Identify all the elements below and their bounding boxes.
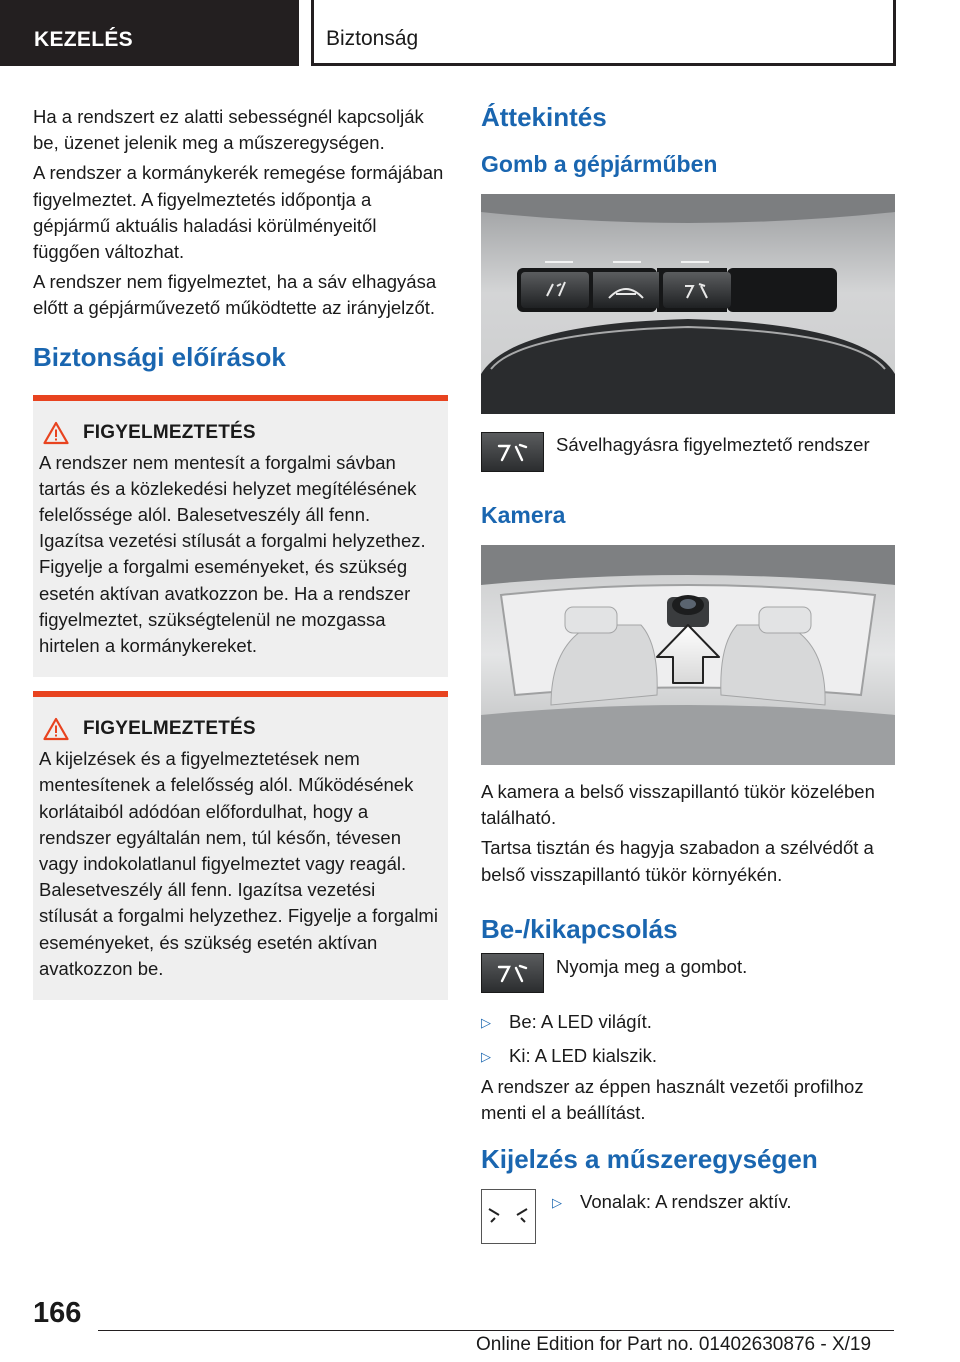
warning-box-2 [33,691,448,1000]
button-caption: Sávelhagyásra figyelmeztető rendszer [556,434,870,455]
display-heading: Kijelzés a műszeregységen [481,1144,818,1175]
button-photo [481,194,895,414]
onoff-note: A rendszer az éppen használt vezetői profilhoz menti el a beállítást. [481,1075,864,1124]
intro-paragraph-3: A rendszer nem figyelmeztet, ha a sáv elhagyása előtt a gépjárművezető működtette az irányjelzőt. [33,271,437,319]
button-caption-row [481,432,895,472]
header-section-label: KEZELÉS [34,28,133,51]
bullet-off-text: Ki: A LED kialszik. [509,1044,658,1066]
warning-box-1 [33,395,448,678]
header-section-tab [0,0,299,66]
camera-text-1: A kamera a belső visszapillantó tükör közelében található. [481,781,875,829]
header-chapter-label: Biztonság [326,27,419,50]
lane-departure-icon [481,432,544,472]
safety-heading: Biztonsági előírások [33,341,286,372]
button-heading: Gomb a gépjárműben [481,151,718,177]
press-button-text: Nyomja meg a gombot. [556,955,748,977]
footer-divider [98,1330,894,1331]
warning-2-text: A kijelzések és a figyelmeztetések nem mentesítenek a felelősség alól. Működésének korlátaiból adódóan előfordulhat, hogy a rendszer egyáltalán nem, túl későn, tévesen vagy indokolatlanul figyelmeztet vagy reagál. Balesetveszély áll fenn. Igazítsa vezetési stílusát a forgalmi helyzethez. Figyelje a forgalmi eseményeket, és szükség esetén aktívan avatkozzon be. [39,748,438,979]
onoff-heading: Be-/kikapcsolás [481,913,678,944]
footer-edition: Online Edition for Part no. 01402630876 - X/19 [476,1334,872,1355]
warning-triangle-icon [43,421,69,445]
camera-photo [481,545,895,765]
warning-1-title: FIGYELMEZTETÉS [83,421,256,443]
display-bullet [536,1189,792,1216]
press-button-row [481,953,895,993]
camera-text-2: Tartsa tisztán és hagyja szabadon a szélvédőt a belső visszapillantó tükör környékén. [481,837,874,885]
left-column [33,104,448,1000]
bullet-off [481,1043,895,1070]
intro-paragraph-2: A rendszer a kormánykerék remegése formájában figyelmeztet. A figyelmeztetés időpontja a gépjármű aktuális haladási körülményeitől függően változhat. [33,162,444,263]
triangle-bullet-icon: ▷ [552,1195,562,1211]
triangle-bullet-icon: ▷ [481,1014,491,1030]
display-row [481,1189,895,1244]
header-chapter-tab [311,0,896,66]
camera-heading: Kamera [481,502,566,528]
warning-2-title: FIGYELMEZTETÉS [83,718,256,740]
overview-heading: Áttekintés [481,102,607,132]
lane-lines-display-icon [481,1189,536,1244]
warning-1-text: A rendszer nem mentesít a forgalmi sávban tartás és a közlekedési helyzet megítélésének felelőssége alól. Balesetveszély áll fenn. Igazítsa vezetési stílusát a forgalmi helyzethez. Figyelje a forgalmi eseményeket, és szükség esetén aktívan avatkozzon be. Ha a rendszer figyelmeztet, szükségtelenül ne mozgassa hirtelen a kormánykereket. [39,451,426,657]
page-number: 166 [33,1297,82,1329]
triangle-bullet-icon: ▷ [481,1048,491,1064]
bullet-on [481,1009,895,1036]
intro-paragraph-1: Ha a rendszert ez alatti sebességnél kapcsolják be, üzenet jelenik meg a műszeregységen. [33,106,424,154]
warning-triangle-icon [43,717,69,741]
lane-departure-icon [481,953,544,993]
bullet-on-text: Be: A LED világít. [509,1010,652,1032]
right-column [481,96,895,1244]
display-bullet-text: Vonalak: A rendszer aktív. [580,1191,792,1213]
